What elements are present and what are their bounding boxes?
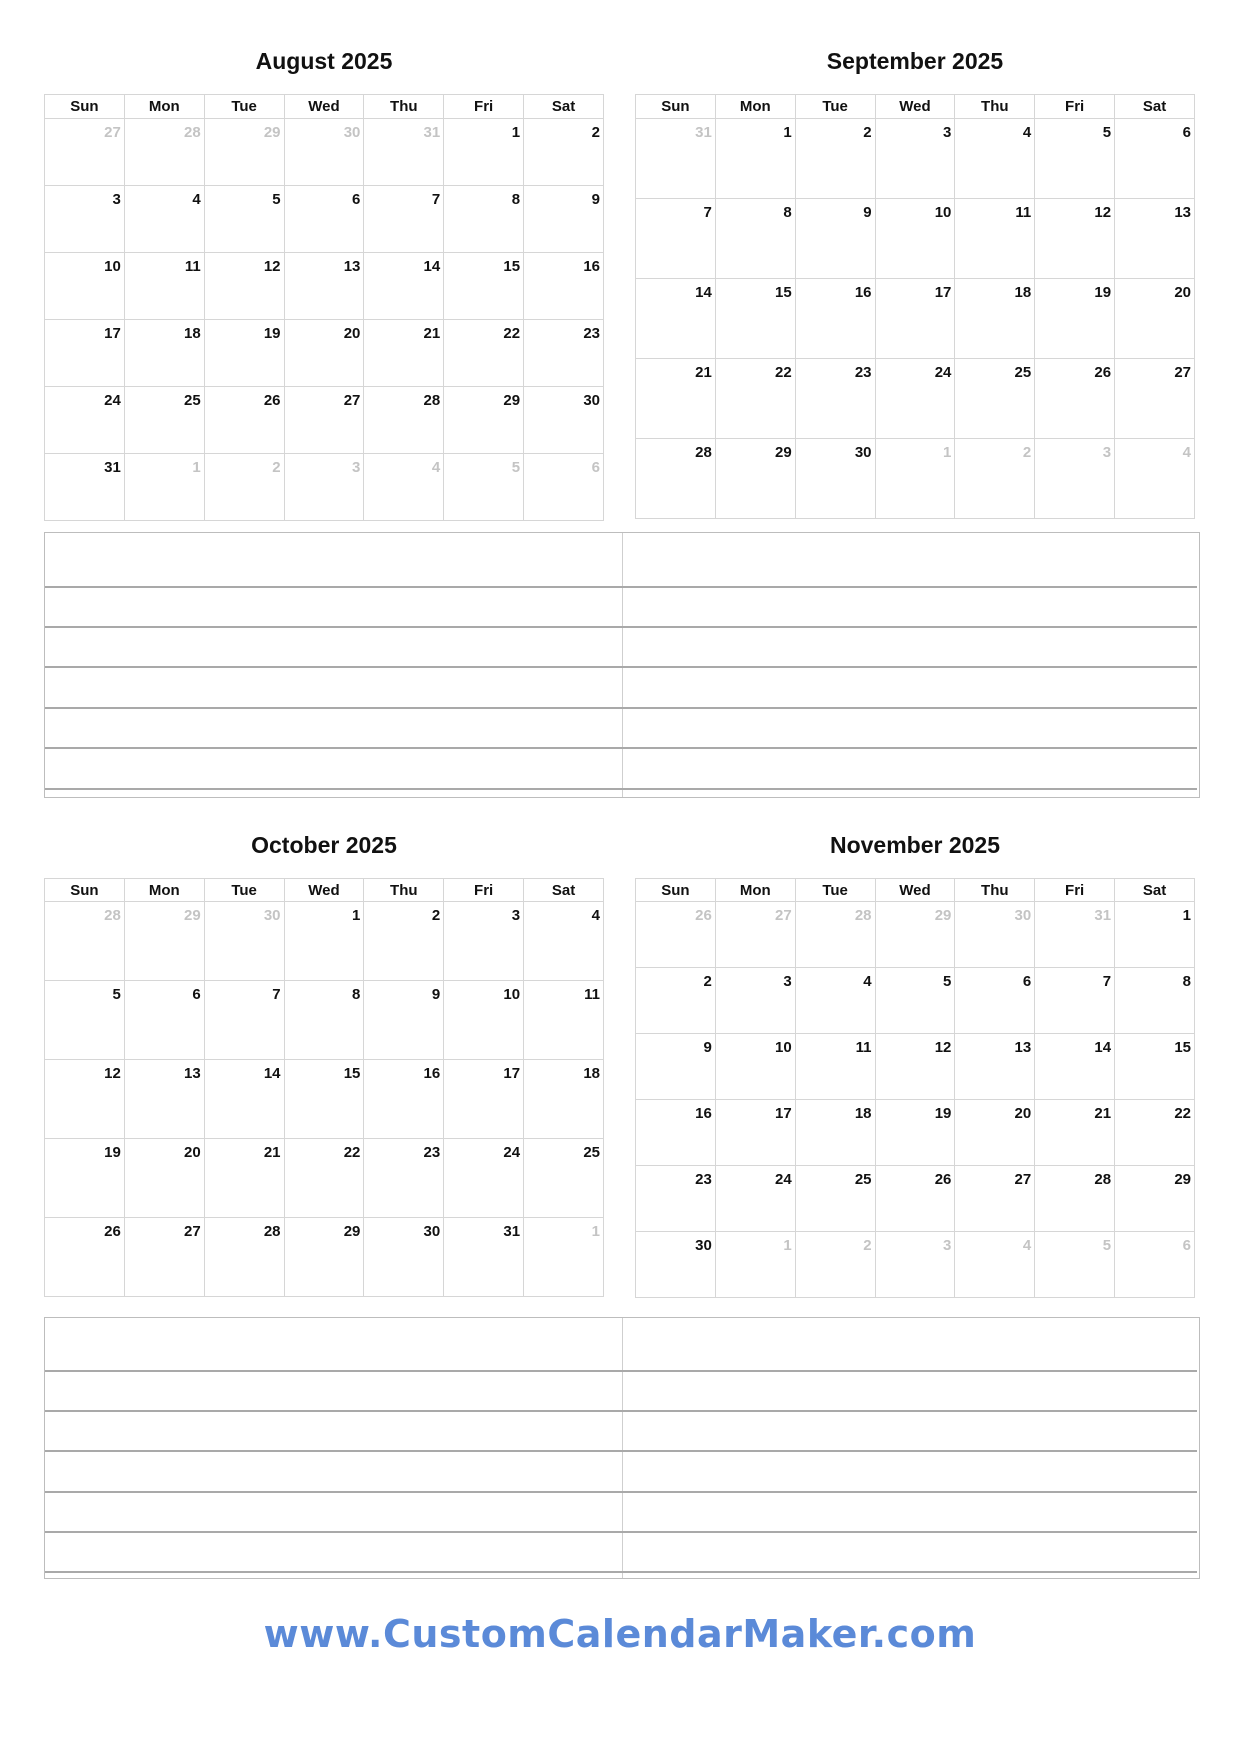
- day-cell: 31: [45, 454, 125, 521]
- week-row: [636, 1232, 1195, 1298]
- day-cell: 12: [875, 1034, 955, 1100]
- week-row: [45, 902, 604, 981]
- day-cell-adjacent-month: 28: [45, 902, 125, 981]
- weekday-label: Sat: [524, 95, 604, 119]
- day-cell: 26: [204, 387, 284, 454]
- week-row: [636, 968, 1195, 1034]
- day-cell: 19: [875, 1100, 955, 1166]
- day-cell: 3: [444, 902, 524, 981]
- day-cell-adjacent-month: 26: [636, 902, 716, 968]
- notes-box-bottom: [44, 1317, 1200, 1579]
- day-cell: 21: [636, 359, 716, 439]
- day-cell: 23: [795, 359, 875, 439]
- notes-divider: [622, 533, 623, 797]
- weekday-label: Sun: [636, 879, 716, 902]
- day-cell: 29: [1115, 1166, 1195, 1232]
- day-cell: 5: [1035, 119, 1115, 199]
- day-cell: 8: [284, 981, 364, 1060]
- day-cell: 7: [204, 981, 284, 1060]
- day-cell: 21: [204, 1139, 284, 1218]
- weekday-label: Fri: [1035, 879, 1115, 902]
- day-cell: 1: [284, 902, 364, 981]
- day-cell-adjacent-month: 2: [204, 454, 284, 521]
- weekday-header-row: [636, 95, 1195, 119]
- day-cell: 13: [1115, 199, 1195, 279]
- note-line: [45, 707, 1197, 709]
- day-cell-adjacent-month: 2: [955, 439, 1035, 519]
- day-cell-adjacent-month: 3: [875, 1232, 955, 1298]
- week-row: [636, 279, 1195, 359]
- weekday-label: Sat: [524, 879, 604, 902]
- day-cell: 25: [955, 359, 1035, 439]
- day-cell: 30: [524, 387, 604, 454]
- week-row: [45, 253, 604, 320]
- day-cell: 30: [364, 1218, 444, 1297]
- weekday-label: Thu: [364, 95, 444, 119]
- month-title: September 2025: [826, 48, 1004, 74]
- day-cell: 8: [715, 199, 795, 279]
- weekday-label: Sun: [45, 95, 125, 119]
- day-cell: 4: [795, 968, 875, 1034]
- day-cell-adjacent-month: 27: [45, 119, 125, 186]
- day-cell: 27: [955, 1166, 1035, 1232]
- weekday-header-row: [45, 879, 604, 902]
- day-cell: 13: [955, 1034, 1035, 1100]
- weekday-label: Sat: [1115, 879, 1195, 902]
- day-cell: 27: [1115, 359, 1195, 439]
- day-cell: 17: [45, 320, 125, 387]
- day-cell: 16: [524, 253, 604, 320]
- day-cell: 9: [524, 186, 604, 253]
- day-cell-adjacent-month: 2: [795, 1232, 875, 1298]
- day-cell: 14: [364, 253, 444, 320]
- note-line: [45, 1450, 1197, 1452]
- month-august: [44, 40, 604, 515]
- month-title: October 2025: [251, 832, 397, 858]
- weekday-label: Mon: [124, 879, 204, 902]
- day-cell: 17: [875, 279, 955, 359]
- day-cell-adjacent-month: 31: [1035, 902, 1115, 968]
- day-cell: 28: [364, 387, 444, 454]
- day-cell: 20: [284, 320, 364, 387]
- day-cell: 7: [1035, 968, 1115, 1034]
- week-row: [636, 1034, 1195, 1100]
- note-line: [45, 1571, 1197, 1573]
- day-cell-adjacent-month: 28: [124, 119, 204, 186]
- day-cell: 10: [715, 1034, 795, 1100]
- note-line: [45, 747, 1197, 749]
- day-cell: 26: [45, 1218, 125, 1297]
- day-cell-adjacent-month: 30: [204, 902, 284, 981]
- week-row: [45, 981, 604, 1060]
- weekday-header-row: [45, 95, 604, 119]
- week-row: [45, 119, 604, 186]
- day-cell: 5: [45, 981, 125, 1060]
- day-cell-adjacent-month: 6: [524, 454, 604, 521]
- day-cell: 18: [524, 1060, 604, 1139]
- day-cell: 2: [364, 902, 444, 981]
- notes-divider: [622, 1318, 623, 1578]
- day-cell: 19: [204, 320, 284, 387]
- day-cell: 13: [124, 1060, 204, 1139]
- day-cell: 4: [524, 902, 604, 981]
- day-cell: 16: [795, 279, 875, 359]
- day-cell: 2: [636, 968, 716, 1034]
- weekday-label: Mon: [715, 95, 795, 119]
- day-cell: 3: [715, 968, 795, 1034]
- day-cell: 25: [524, 1139, 604, 1218]
- calendar-grid: [44, 94, 604, 521]
- weekday-label: Wed: [875, 879, 955, 902]
- weekday-label: Thu: [955, 95, 1035, 119]
- day-cell: 24: [444, 1139, 524, 1218]
- day-cell: 21: [1035, 1100, 1115, 1166]
- weekday-label: Mon: [124, 95, 204, 119]
- day-cell: 14: [1035, 1034, 1115, 1100]
- day-cell: 1: [715, 119, 795, 199]
- day-cell: 18: [795, 1100, 875, 1166]
- note-line: [45, 626, 1197, 628]
- day-cell: 6: [124, 981, 204, 1060]
- day-cell: 3: [875, 119, 955, 199]
- day-cell: 12: [1035, 199, 1115, 279]
- day-cell: 30: [795, 439, 875, 519]
- day-cell-adjacent-month: 29: [204, 119, 284, 186]
- day-cell: 29: [284, 1218, 364, 1297]
- day-cell: 20: [955, 1100, 1035, 1166]
- day-cell: 20: [1115, 279, 1195, 359]
- day-cell-adjacent-month: 5: [444, 454, 524, 521]
- day-cell-adjacent-month: 3: [284, 454, 364, 521]
- day-cell: 15: [284, 1060, 364, 1139]
- day-cell: 22: [284, 1139, 364, 1218]
- note-line: [45, 586, 1197, 588]
- day-cell-adjacent-month: 31: [636, 119, 716, 199]
- day-cell: 23: [524, 320, 604, 387]
- weekday-label: Fri: [444, 95, 524, 119]
- day-cell: 11: [524, 981, 604, 1060]
- day-cell: 31: [444, 1218, 524, 1297]
- day-cell: 8: [1115, 968, 1195, 1034]
- day-cell: 15: [1115, 1034, 1195, 1100]
- day-cell: 5: [204, 186, 284, 253]
- weekday-label: Tue: [795, 95, 875, 119]
- month-september: [635, 40, 1195, 515]
- day-cell: 14: [636, 279, 716, 359]
- week-row: [636, 1100, 1195, 1166]
- day-cell: 12: [204, 253, 284, 320]
- day-cell: 16: [636, 1100, 716, 1166]
- day-cell: 11: [955, 199, 1035, 279]
- day-cell: 9: [364, 981, 444, 1060]
- day-cell: 2: [795, 119, 875, 199]
- month-november: [635, 820, 1195, 1295]
- day-cell: 14: [204, 1060, 284, 1139]
- day-cell: 28: [204, 1218, 284, 1297]
- weekday-label: Thu: [364, 879, 444, 902]
- note-line: [45, 1531, 1197, 1533]
- day-cell: 24: [715, 1166, 795, 1232]
- calendar-grid: [635, 878, 1195, 1298]
- week-row: [636, 119, 1195, 199]
- day-cell: 1: [444, 119, 524, 186]
- day-cell: 18: [124, 320, 204, 387]
- day-cell-adjacent-month: 4: [364, 454, 444, 521]
- day-cell: 18: [955, 279, 1035, 359]
- day-cell: 22: [444, 320, 524, 387]
- month-title: November 2025: [829, 832, 1001, 858]
- day-cell: 3: [45, 186, 125, 253]
- week-row: [636, 1166, 1195, 1232]
- week-row: [636, 439, 1195, 519]
- day-cell: 22: [715, 359, 795, 439]
- weekday-label: Fri: [1035, 95, 1115, 119]
- day-cell: 23: [636, 1166, 716, 1232]
- day-cell-adjacent-month: 3: [1035, 439, 1115, 519]
- day-cell: 29: [715, 439, 795, 519]
- day-cell-adjacent-month: 30: [284, 119, 364, 186]
- week-row: [636, 199, 1195, 279]
- day-cell: 4: [955, 119, 1035, 199]
- calendar-grid: [635, 94, 1195, 519]
- day-cell: 6: [284, 186, 364, 253]
- website-watermark: www.CustomCalendarMaker.com: [263, 1612, 977, 1656]
- weekday-header-row: [636, 879, 1195, 902]
- day-cell-adjacent-month: 30: [955, 902, 1035, 968]
- day-cell: 25: [795, 1166, 875, 1232]
- day-cell: 20: [124, 1139, 204, 1218]
- day-cell-adjacent-month: 6: [1115, 1232, 1195, 1298]
- weekday-label: Thu: [955, 879, 1035, 902]
- day-cell: 24: [45, 387, 125, 454]
- note-line: [45, 1370, 1197, 1372]
- day-cell: 6: [955, 968, 1035, 1034]
- day-cell: 28: [1035, 1166, 1115, 1232]
- day-cell: 15: [444, 253, 524, 320]
- weekday-label: Tue: [204, 95, 284, 119]
- weekday-label: Sat: [1115, 95, 1195, 119]
- day-cell-adjacent-month: 1: [875, 439, 955, 519]
- note-line: [45, 666, 1197, 668]
- weekday-label: Wed: [284, 95, 364, 119]
- day-cell-adjacent-month: 4: [955, 1232, 1035, 1298]
- day-cell-adjacent-month: 1: [715, 1232, 795, 1298]
- month-october: [44, 820, 604, 1295]
- weekday-label: Tue: [204, 879, 284, 902]
- day-cell: 6: [1115, 119, 1195, 199]
- day-cell-adjacent-month: 1: [524, 1218, 604, 1297]
- weekday-label: Sun: [636, 95, 716, 119]
- day-cell: 12: [45, 1060, 125, 1139]
- day-cell-adjacent-month: 27: [715, 902, 795, 968]
- day-cell: 19: [45, 1139, 125, 1218]
- weekday-label: Tue: [795, 879, 875, 902]
- day-cell: 10: [875, 199, 955, 279]
- day-cell: 19: [1035, 279, 1115, 359]
- day-cell: 11: [124, 253, 204, 320]
- day-cell: 27: [284, 387, 364, 454]
- day-cell: 29: [444, 387, 524, 454]
- day-cell: 25: [124, 387, 204, 454]
- note-line: [45, 788, 1197, 790]
- day-cell: 7: [636, 199, 716, 279]
- weekday-label: Wed: [284, 879, 364, 902]
- weekday-label: Fri: [444, 879, 524, 902]
- week-row: [45, 1060, 604, 1139]
- day-cell: 4: [124, 186, 204, 253]
- month-title: August 2025: [255, 48, 393, 74]
- day-cell: 7: [364, 186, 444, 253]
- calendar-grid: [44, 878, 604, 1297]
- day-cell: 5: [875, 968, 955, 1034]
- day-cell: 26: [1035, 359, 1115, 439]
- day-cell: 17: [715, 1100, 795, 1166]
- day-cell: 13: [284, 253, 364, 320]
- day-cell: 16: [364, 1060, 444, 1139]
- week-row: [45, 454, 604, 521]
- day-cell: 30: [636, 1232, 716, 1298]
- day-cell-adjacent-month: 28: [795, 902, 875, 968]
- day-cell-adjacent-month: 4: [1115, 439, 1195, 519]
- week-row: [45, 387, 604, 454]
- week-row: [45, 186, 604, 253]
- day-cell: 17: [444, 1060, 524, 1139]
- notes-box-top: [44, 532, 1200, 798]
- day-cell: 9: [636, 1034, 716, 1100]
- weekday-label: Wed: [875, 95, 955, 119]
- day-cell: 10: [444, 981, 524, 1060]
- day-cell: 27: [124, 1218, 204, 1297]
- day-cell: 9: [795, 199, 875, 279]
- week-row: [636, 359, 1195, 439]
- day-cell-adjacent-month: 5: [1035, 1232, 1115, 1298]
- day-cell: 28: [636, 439, 716, 519]
- day-cell: 2: [524, 119, 604, 186]
- day-cell-adjacent-month: 29: [875, 902, 955, 968]
- day-cell: 1: [1115, 902, 1195, 968]
- day-cell: 21: [364, 320, 444, 387]
- day-cell-adjacent-month: 31: [364, 119, 444, 186]
- day-cell: 23: [364, 1139, 444, 1218]
- day-cell-adjacent-month: 29: [124, 902, 204, 981]
- week-row: [636, 902, 1195, 968]
- day-cell: 26: [875, 1166, 955, 1232]
- weekday-label: Mon: [715, 879, 795, 902]
- note-line: [45, 1410, 1197, 1412]
- week-row: [45, 1139, 604, 1218]
- day-cell: 10: [45, 253, 125, 320]
- day-cell: 24: [875, 359, 955, 439]
- day-cell: 11: [795, 1034, 875, 1100]
- note-line: [45, 1491, 1197, 1493]
- day-cell: 22: [1115, 1100, 1195, 1166]
- day-cell: 15: [715, 279, 795, 359]
- week-row: [45, 1218, 604, 1297]
- day-cell-adjacent-month: 1: [124, 454, 204, 521]
- weekday-label: Sun: [45, 879, 125, 902]
- day-cell: 8: [444, 186, 524, 253]
- week-row: [45, 320, 604, 387]
